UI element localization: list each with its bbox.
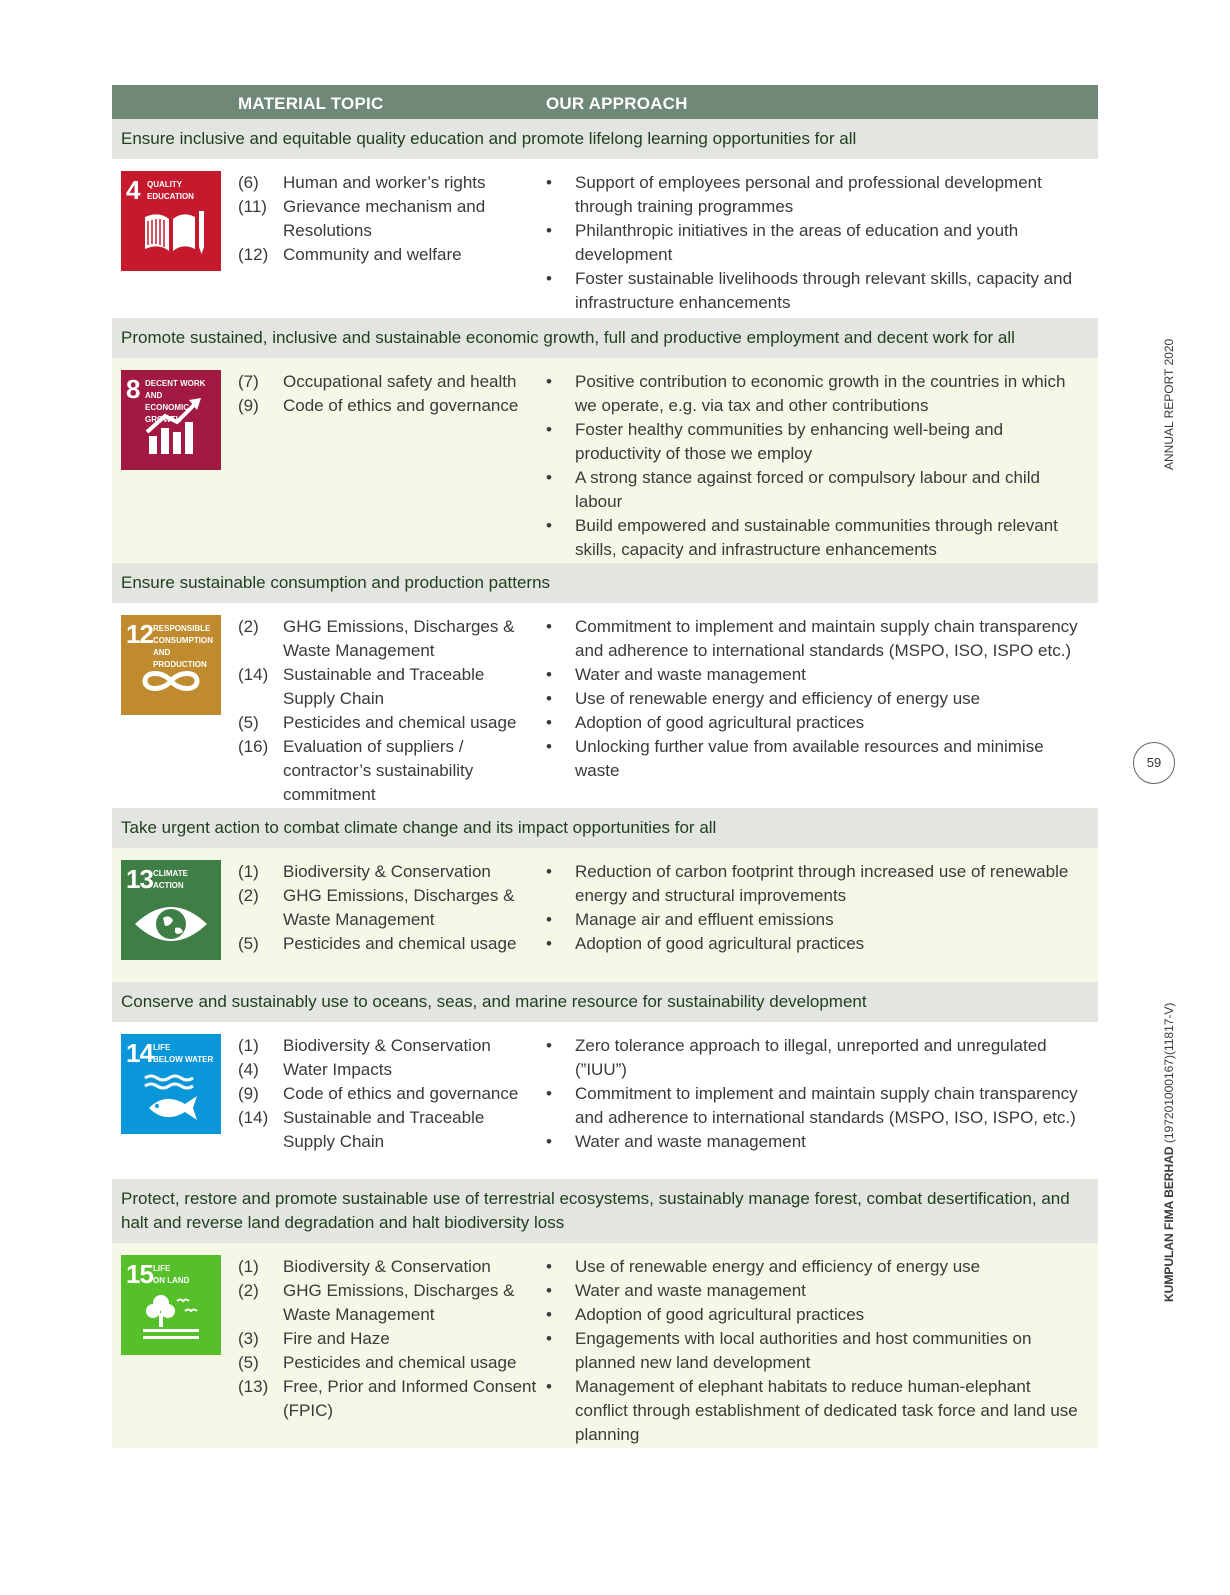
topic-item: (14) Sustainable and Traceable Supply Chain: [238, 1108, 485, 1151]
approach-item: • Zero tolerance approach to illegal, unreported and unregulated (”IUU”): [546, 1036, 1047, 1079]
goal-title: Protect, restore and promote sustainable use of terrestrial ecosystems, sustainably manage forest, combat desertification, and halt and reverse land degradation and halt biodiversity loss: [112, 1179, 1098, 1243]
approach-item: • Adoption of good agricultural practices: [546, 934, 865, 953]
topic-item: (1) Biodiversity & Conservation: [238, 1036, 491, 1055]
approach-item: • Use of renewable energy and efficiency of energy use: [546, 689, 981, 708]
approach-item: • Manage air and effluent emissions: [546, 910, 834, 929]
topic-item: (1) Biodiversity & Conservation: [238, 1257, 491, 1276]
approach-item: • Commitment to implement and maintain supply chain transparency and adherence to international standards (MSPO, ISO, ISPO etc.): [546, 617, 1078, 660]
annual-report-label: ANNUAL REPORT 2020: [1162, 338, 1176, 470]
topic-item: (16) Evaluation of suppliers / contractor’s sustainability commitment: [238, 737, 474, 804]
goal-row: [112, 603, 1098, 808]
company-registration: (197201000167)(11817-V): [1162, 1002, 1176, 1147]
topic-item: (2) GHG Emissions, Discharges & Waste Management: [238, 617, 515, 660]
topic-item: (11) Grievance mechanism and Resolutions: [238, 197, 486, 240]
approach-item: • Foster healthy communities by enhancing well-being and productivity of those we employ: [546, 420, 1004, 463]
decent-work-icon: 8 DECENT WORK AND ECONOMIC GROWTH: [121, 370, 221, 470]
approach-item: • Adoption of good agricultural practices: [546, 713, 865, 732]
goal-title: Take urgent action to combat climate change and its impact opportunities for all: [112, 808, 1098, 848]
material-topics: [238, 615, 538, 807]
approach-item: • Engagements with local authorities and host communities on planned new land development: [546, 1329, 1032, 1372]
material-topics: [238, 171, 538, 267]
topic-item: (5) Pesticides and chemical usage: [238, 1353, 517, 1372]
approach-item: • Use of renewable energy and efficiency of energy use: [546, 1257, 981, 1276]
approach-item: • Water and waste management: [546, 1132, 806, 1151]
company-label: [1162, 1003, 1176, 1302]
our-approach-heading: OUR APPROACH: [546, 94, 688, 113]
approach-list: [546, 171, 1086, 315]
approach-item: • Adoption of good agricultural practices: [546, 1305, 865, 1324]
goal-title: Conserve and sustainably use to oceans, seas, and marine resource for sustainability development: [112, 982, 1098, 1022]
topic-item: (5) Pesticides and chemical usage: [238, 713, 517, 732]
goal-title: Ensure sustainable consumption and production patterns: [112, 563, 1098, 603]
topic-item: (7) Occupational safety and health: [238, 372, 517, 391]
approach-item: • Commitment to implement and maintain supply chain transparency and adherence to international standards (MSPO, ISO, ISPO, etc.): [546, 1084, 1078, 1127]
topic-item: (2) GHG Emissions, Discharges & Waste Management: [238, 886, 515, 929]
topic-item: (2) GHG Emissions, Discharges & Waste Management: [238, 1281, 515, 1324]
table-header: [112, 85, 1098, 119]
goal-title: Promote sustained, inclusive and sustainable economic growth, full and productive employment and decent work for all: [112, 318, 1098, 358]
life-below-water-icon: 14 LIFE BELOW WATER: [121, 1034, 221, 1134]
topic-item: (1) Biodiversity & Conservation: [238, 862, 491, 881]
goal-title: Ensure inclusive and equitable quality education and promote lifelong learning opportunities for all: [112, 119, 1098, 159]
approach-list: [546, 1255, 1086, 1447]
quality-education-icon: 4 QUALITY EDUCATION: [121, 171, 221, 271]
approach-item: • A strong stance against forced or compulsory labour and child labour: [546, 468, 1040, 511]
material-topics: [238, 860, 538, 956]
topic-item: (9) Code of ethics and governance: [238, 396, 519, 415]
topic-item: (6) Human and worker’s rights: [238, 173, 486, 192]
topic-item: (4) Water Impacts: [238, 1060, 392, 1079]
topic-item: (13) Free, Prior and Informed Consent (FPIC): [238, 1377, 537, 1420]
approach-item: • Support of employees personal and professional development through training programmes: [546, 173, 1042, 216]
responsible-consumption-icon: 12 RESPONSIBLE CONSUMPTION AND PRODUCTION: [121, 615, 221, 715]
topic-item: (12) Community and welfare: [238, 245, 462, 264]
goal-row: [112, 358, 1098, 563]
goal-row: [112, 159, 1098, 318]
goal-row: [112, 848, 1098, 982]
approach-item: • Philanthropic initiatives in the areas of education and youth development: [546, 221, 1019, 264]
material-topics: [238, 1034, 538, 1154]
approach-item: • Positive contribution to economic growth in the countries in which we operate, e.g. via tax and other contributions: [546, 372, 1066, 415]
material-topics: [238, 1255, 538, 1423]
approach-item: • Build empowered and sustainable communities through relevant skills, capacity and infrastructure enhancements: [546, 516, 1058, 559]
life-on-land-icon: 15 LIFE ON LAND: [121, 1255, 221, 1355]
topic-item: (5) Pesticides and chemical usage: [238, 934, 517, 953]
approach-list: [546, 860, 1086, 956]
approach-item: • Water and waste management: [546, 665, 806, 684]
material-topic-heading: MATERIAL TOPIC: [238, 94, 384, 113]
page-number: 59: [1133, 742, 1175, 784]
approach-list: [546, 1034, 1086, 1154]
approach-item: • Reduction of carbon footprint through increased use of renewable energy and structural improvements: [546, 862, 1069, 905]
topic-item: (3) Fire and Haze: [238, 1329, 390, 1348]
topic-item: (9) Code of ethics and governance: [238, 1084, 519, 1103]
material-topics: [238, 370, 538, 418]
sdg-table: [112, 85, 1098, 1448]
company-name: KUMPULAN FIMA BERHAD: [1162, 1146, 1176, 1302]
approach-list: [546, 370, 1086, 562]
approach-item: • Unlocking further value from available resources and minimise waste: [546, 737, 1044, 780]
approach-item: • Water and waste management: [546, 1281, 806, 1300]
climate-action-icon: 13 CLIMATE ACTION: [121, 860, 221, 960]
goal-row: [112, 1022, 1098, 1179]
goal-row: [112, 1243, 1098, 1448]
approach-item: • Foster sustainable livelihoods through relevant skills, capacity and infrastructure enhancements: [546, 269, 1073, 312]
topic-item: (14) Sustainable and Traceable Supply Chain: [238, 665, 485, 708]
approach-item: • Management of elephant habitats to reduce human-elephant conflict through establishment of dedicated task force and land use planning: [546, 1377, 1078, 1444]
approach-list: [546, 615, 1086, 783]
